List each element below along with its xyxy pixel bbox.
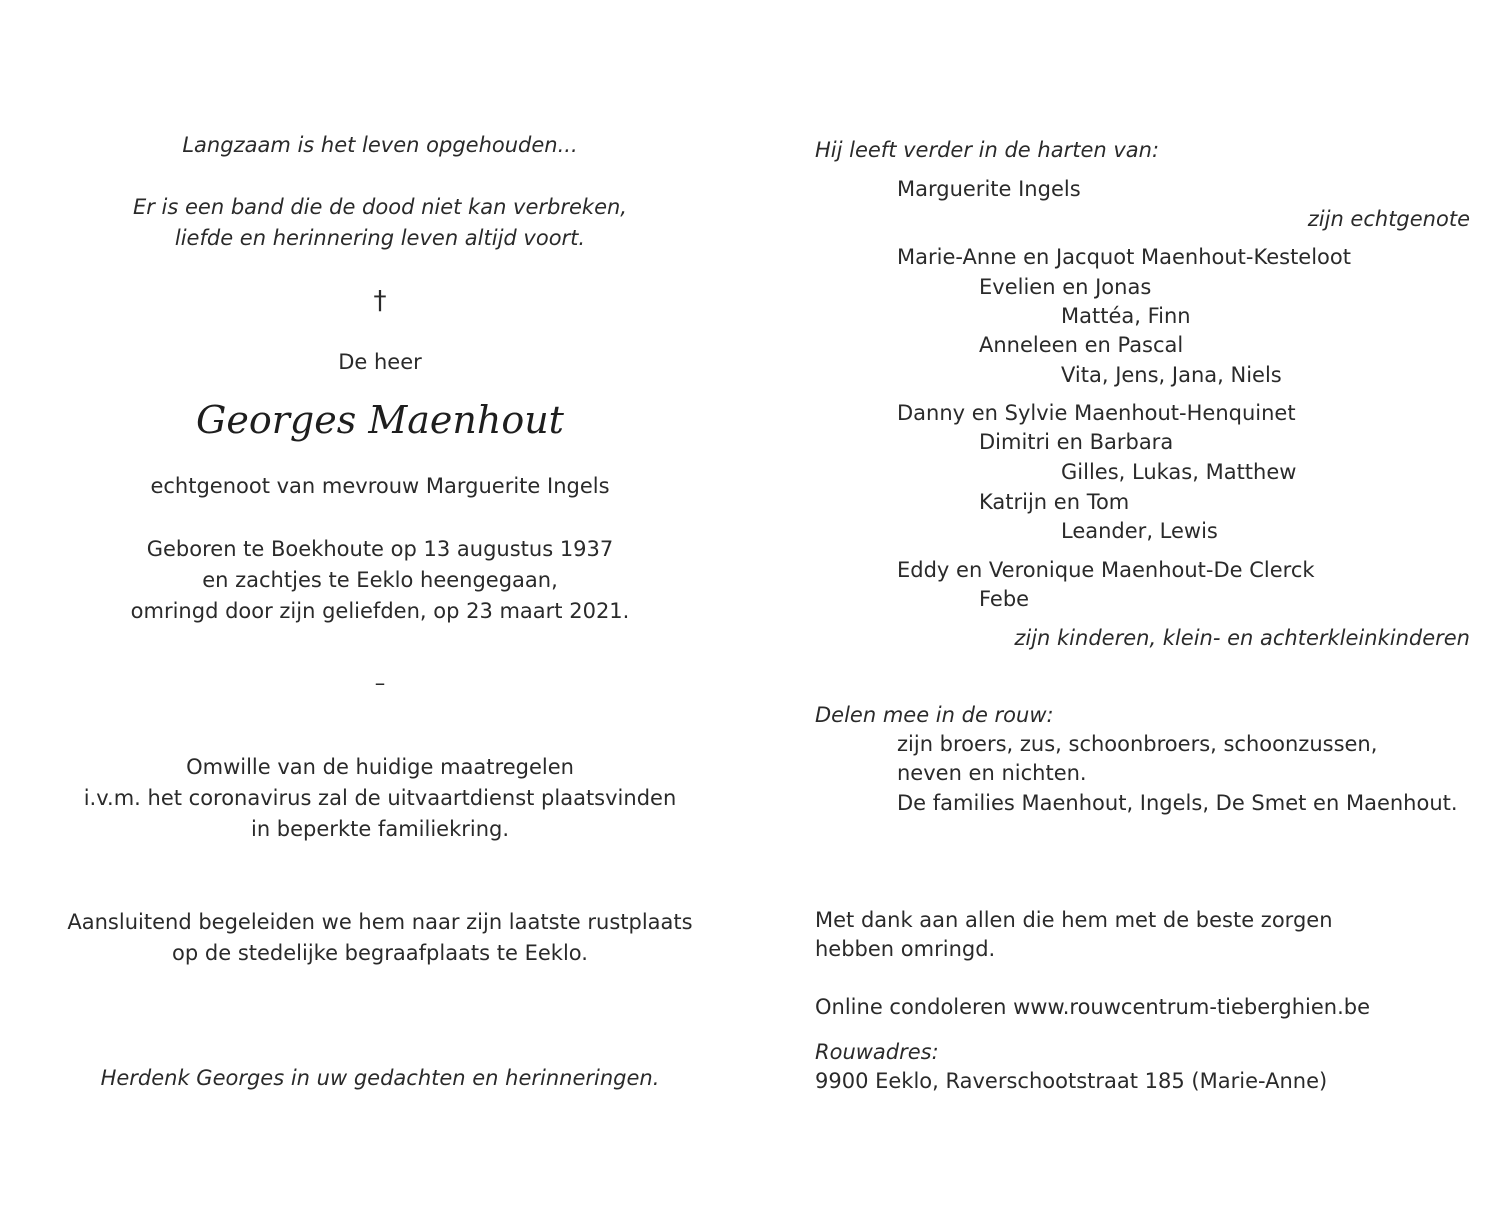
- thanks-line: hebben omringd.: [815, 937, 996, 961]
- online-condolence: Online condoleren www.rouwcentrum-tieberghien.be: [815, 995, 1371, 1019]
- quote-line: Er is een band die de dood niet kan verbreken,: [132, 195, 627, 219]
- spouse-name: Marguerite Ingels: [897, 177, 1081, 201]
- mourning-heading: Delen mee in de rouw:: [815, 703, 1054, 727]
- burial-line: op de stedelijke begraafplaats te Eeklo.: [172, 941, 588, 965]
- birth-line: Geboren te Boekhoute op 13 augustus 1937: [146, 537, 614, 561]
- mourning-line: neven en nichten.: [897, 761, 1087, 785]
- cross-symbol: †: [373, 286, 387, 316]
- spouse-line: echtgenoot van mevrouw Marguerite Ingels: [150, 474, 610, 498]
- address-label: Rouwadres:: [815, 1040, 939, 1064]
- notice-line: i.v.m. het coronavirus zal de uitvaartdienst plaatsvinden: [83, 786, 677, 810]
- children-role: zijn kinderen, klein- en achterkleinkinderen: [1014, 626, 1470, 650]
- divider-dash: –: [374, 671, 386, 695]
- family-member: Katrijn en Tom: [979, 490, 1130, 514]
- thanks-line: Met dank aan allen die hem met de beste zorgen: [815, 908, 1333, 932]
- survivors-heading: Hij leeft verder in de harten van:: [815, 138, 1160, 162]
- family-member: Danny en Sylvie Maenhout-Henquinet: [897, 401, 1296, 425]
- death-date-line: omringd door zijn geliefden, op 23 maart 2021.: [130, 599, 630, 623]
- family-member: Febe: [979, 587, 1030, 611]
- family-member: Evelien en Jonas: [979, 275, 1152, 299]
- family-member: Anneleen en Pascal: [979, 333, 1184, 357]
- honorific: De heer: [338, 350, 422, 374]
- family-member: Vita, Jens, Jana, Niels: [1061, 363, 1282, 387]
- family-member: Marie-Anne en Jacquot Maenhout-Kesteloot: [897, 245, 1351, 269]
- mourning-line: De families Maenhout, Ingels, De Smet en Maenhout.: [897, 791, 1458, 815]
- burial-line: Aansluitend begeleiden we hem naar zijn laatste rustplaats: [67, 910, 693, 934]
- family-member: Gilles, Lukas, Matthew: [1061, 460, 1297, 484]
- death-line: en zachtjes te Eeklo heengegaan,: [202, 568, 558, 592]
- family-member: Leander, Lewis: [1061, 519, 1218, 543]
- family-member: Eddy en Veronique Maenhout-De Clerck: [897, 558, 1315, 582]
- notice-line: in beperkte familiekring.: [250, 817, 510, 841]
- quote-line: liefde en herinnering leven altijd voort.: [174, 226, 586, 250]
- notice-line: Omwille van de huidige maatregelen: [186, 755, 574, 779]
- remembrance-line: Herdenk Georges in uw gedachten en herinneringen.: [100, 1066, 660, 1090]
- spouse-role: zijn echtgenote: [1307, 207, 1470, 231]
- quote-line: Langzaam is het leven opgehouden...: [182, 133, 578, 157]
- deceased-name: Georges Maenhout: [196, 398, 564, 442]
- family-member: Dimitri en Barbara: [979, 430, 1174, 454]
- mourning-line: zijn broers, zus, schoonbroers, schoonzussen,: [897, 732, 1378, 756]
- mourning-address: 9900 Eeklo, Raverschootstraat 185 (Marie-Anne): [815, 1069, 1328, 1093]
- family-member: Mattéa, Finn: [1061, 304, 1191, 328]
